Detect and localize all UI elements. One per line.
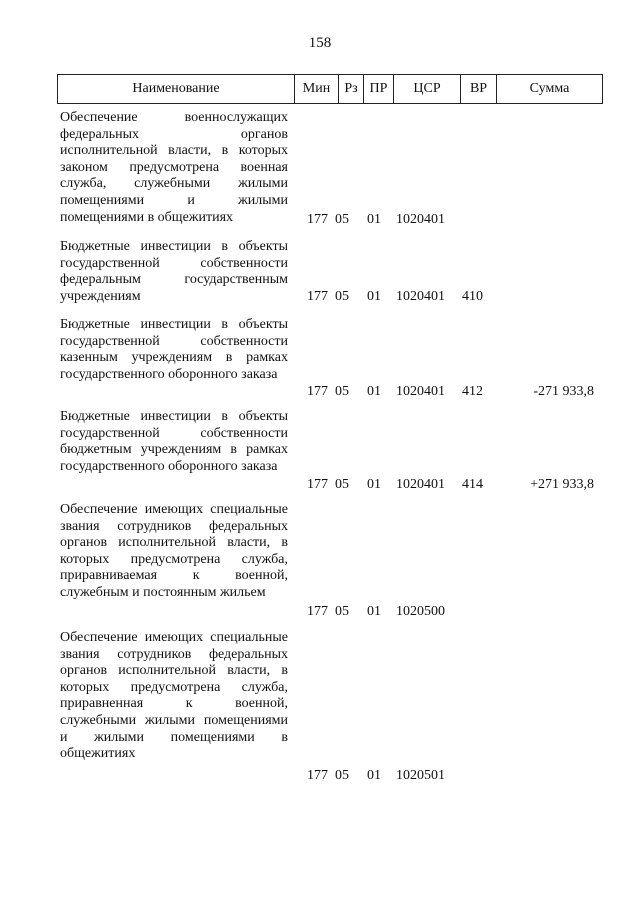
row-pr: 01 <box>367 768 381 783</box>
row-csr: 1020401 <box>396 212 445 227</box>
row-min: 177 <box>307 768 328 783</box>
table-row <box>60 409 600 495</box>
header-csr: ЦСР <box>393 75 460 103</box>
header-name: Наименование <box>132 81 220 96</box>
table-row <box>60 110 600 230</box>
row-sum: +271 933,8 <box>530 477 594 492</box>
row-rz: 05 <box>335 384 349 399</box>
row-pr: 01 <box>367 289 381 304</box>
row-vr: 414 <box>462 477 483 492</box>
table-row <box>60 502 600 622</box>
row-min: 177 <box>307 212 328 227</box>
row-min: 177 <box>307 384 328 399</box>
row-name: Бюджетные инвестиции в объекты государственной собственности федеральным государственным учреждениям <box>60 239 288 304</box>
row-rz: 05 <box>335 604 349 619</box>
header-pr: ПР <box>363 75 393 103</box>
row-csr: 1020401 <box>396 289 445 304</box>
row-name: Бюджетные инвестиции в объекты государственной собственности бюджетным учреждениям в рамках государственного оборонного заказа <box>60 409 288 474</box>
row-pr: 01 <box>367 212 381 227</box>
header-rz: Рз <box>338 75 363 103</box>
row-name: Обеспечение имеющих специальные звания сотрудников федеральных органов исполнительной власти, в которых предусмотрена служба, приравниваемая к военной, служебным и постоянным жильем <box>60 502 288 600</box>
row-sum: -271 933,8 <box>533 384 594 399</box>
row-min: 177 <box>307 289 328 304</box>
row-csr: 1020401 <box>396 384 445 399</box>
row-vr: 412 <box>462 384 483 399</box>
table-row <box>60 239 600 307</box>
row-csr: 1020401 <box>396 477 445 492</box>
row-rz: 05 <box>335 289 349 304</box>
row-rz: 05 <box>335 768 349 783</box>
row-pr: 01 <box>367 477 381 492</box>
row-name: Обеспечение военнослужащих федеральных органов исполнительной власти, в которых законом предусмотрена военная служба, служебными жилыми помещениями и жилыми помещениями в общежитиях <box>60 110 288 225</box>
row-name: Обеспечение имеющих специальные звания сотрудников федеральных органов исполнительной власти, в которых предусмотрена служба, приравненная к военной, служебными жилыми помещениями и жилыми помещениями в общежитиях <box>60 630 288 762</box>
header-min: Мин <box>294 75 338 103</box>
row-rz: 05 <box>335 477 349 492</box>
page-number: 158 <box>308 35 332 51</box>
row-pr: 01 <box>367 604 381 619</box>
row-name: Бюджетные инвестиции в объекты государственной собственности казенным учреждениям в рамках государственного оборонного заказа <box>60 317 288 382</box>
row-csr: 1020501 <box>396 768 445 783</box>
table-row <box>60 630 600 785</box>
row-min: 177 <box>307 604 328 619</box>
table-header <box>57 74 603 104</box>
row-rz: 05 <box>335 212 349 227</box>
header-vr: ВР <box>460 75 496 103</box>
row-vr: 410 <box>462 289 483 304</box>
header-sum: Сумма <box>496 75 602 103</box>
row-min: 177 <box>307 477 328 492</box>
table-row <box>60 317 600 403</box>
row-csr: 1020500 <box>396 604 445 619</box>
row-pr: 01 <box>367 384 381 399</box>
